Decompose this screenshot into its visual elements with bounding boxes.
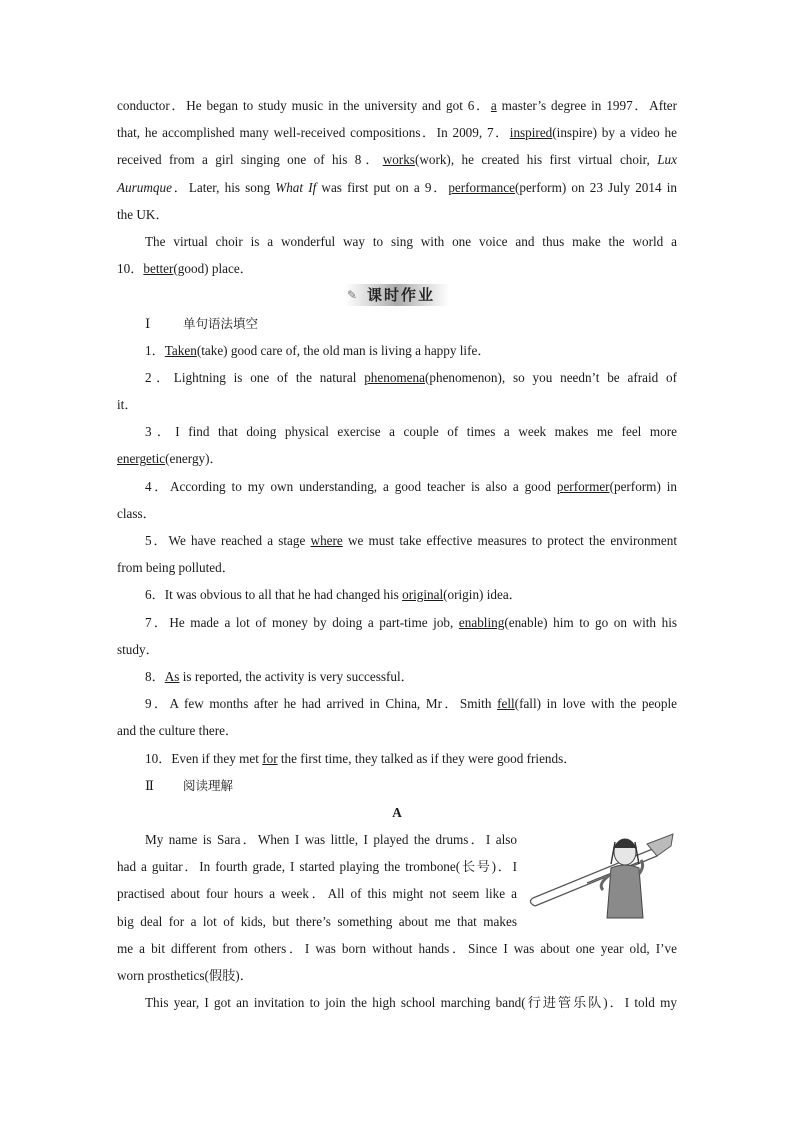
answer-blank: works	[382, 152, 415, 168]
text-line: the UK．	[117, 206, 169, 222]
question-2-cont: it．	[117, 397, 138, 413]
question-2: 2．Lightning is one of the natural phenomena(phenomenon), so you needn’t be afraid of	[145, 369, 677, 385]
document-page	[117, 92, 677, 1016]
text-line: 10．better(good) place．	[117, 261, 253, 277]
text-line: conductor．He began to study music in the university and got 6．a master’s degree in 1997．After	[117, 98, 677, 113]
passage-line: big deal for a lot of kids, but there’s something about me that makes	[117, 913, 517, 929]
question-10: 10．Even if they met for the first time, they talked as if they were good friends．	[145, 750, 577, 766]
section-heading: Ⅱ 阅读理解	[145, 777, 234, 794]
answer-blank: a	[490, 98, 497, 113]
question-7: 7．He made a lot of money by doing a part-time job, enabling(enable) him to go on with his	[145, 614, 677, 630]
passage-label: A	[392, 804, 402, 820]
answer-blank: performance	[448, 179, 515, 195]
question-7-cont: study．	[117, 641, 159, 657]
section-heading: Ⅰ 单句语法填空	[145, 315, 259, 332]
question-8: 8．As is reported, the activity is very successful．	[145, 668, 414, 684]
text-line: received from a girl singing one of his 8．works(work), he created his first virtual choir, Lux	[117, 152, 677, 168]
text-line: The virtual choir is a wonderful way to sing with one voice and thus make the world a	[145, 233, 677, 249]
question-6: 6．It was obvious to all that he had changed his original(origin) idea．	[145, 587, 522, 603]
reading-passage	[117, 826, 677, 1016]
question-3-cont: energetic(energy)．	[117, 451, 223, 467]
passage-line: My name is Sara．When I was little, I played the drums．I also	[145, 832, 517, 848]
question-5: 5．We have reached a stage where we must take effective measures to protect the environment	[145, 533, 677, 548]
passage-line: me a bit different from others．I was born without hands．Since I was about one year old, I’ve	[117, 940, 677, 956]
trombone-girl-illustration	[527, 826, 677, 926]
passage-line: This year, I got an invitation to join the high school marching band(行进管乐队)．I told my	[145, 995, 677, 1011]
question-9-cont: and the culture there．	[117, 723, 239, 739]
passage-line: worn prosthetics(假肢)．	[117, 968, 253, 983]
answer-blank: better	[143, 261, 174, 277]
homework-banner: ✎ 课时作业	[117, 282, 677, 309]
question-4-cont: class．	[117, 505, 156, 521]
text-line: that, he accomplished many well-received compositions．In 2009, 7．inspired(inspire) by a video he	[117, 125, 677, 141]
passage-line: had a guitar．In fourth grade, I started playing the trombone(长号)．I	[117, 859, 517, 875]
text-line: Aurumque．Later, his song What If was first put on a 9．performance(perform) on 23 July 2014 in	[117, 179, 677, 195]
passage-line: practised about four hours a week．All of this might not seem like a	[117, 886, 517, 902]
question-1: 1．Taken(take) good care of, the old man is living a happy life．	[145, 342, 491, 358]
question-5-cont: from being polluted．	[117, 560, 235, 576]
question-9: 9．A few months after he had arrived in China, Mr．Smith fell(fall) in love with the people	[145, 696, 677, 712]
question-3: 3．I find that doing physical exercise a couple of times a week makes me feel more	[145, 424, 677, 440]
answer-blank: inspired	[509, 125, 553, 141]
question-4: 4．According to my own understanding, a good teacher is also a good performer(perform) in	[145, 478, 677, 494]
